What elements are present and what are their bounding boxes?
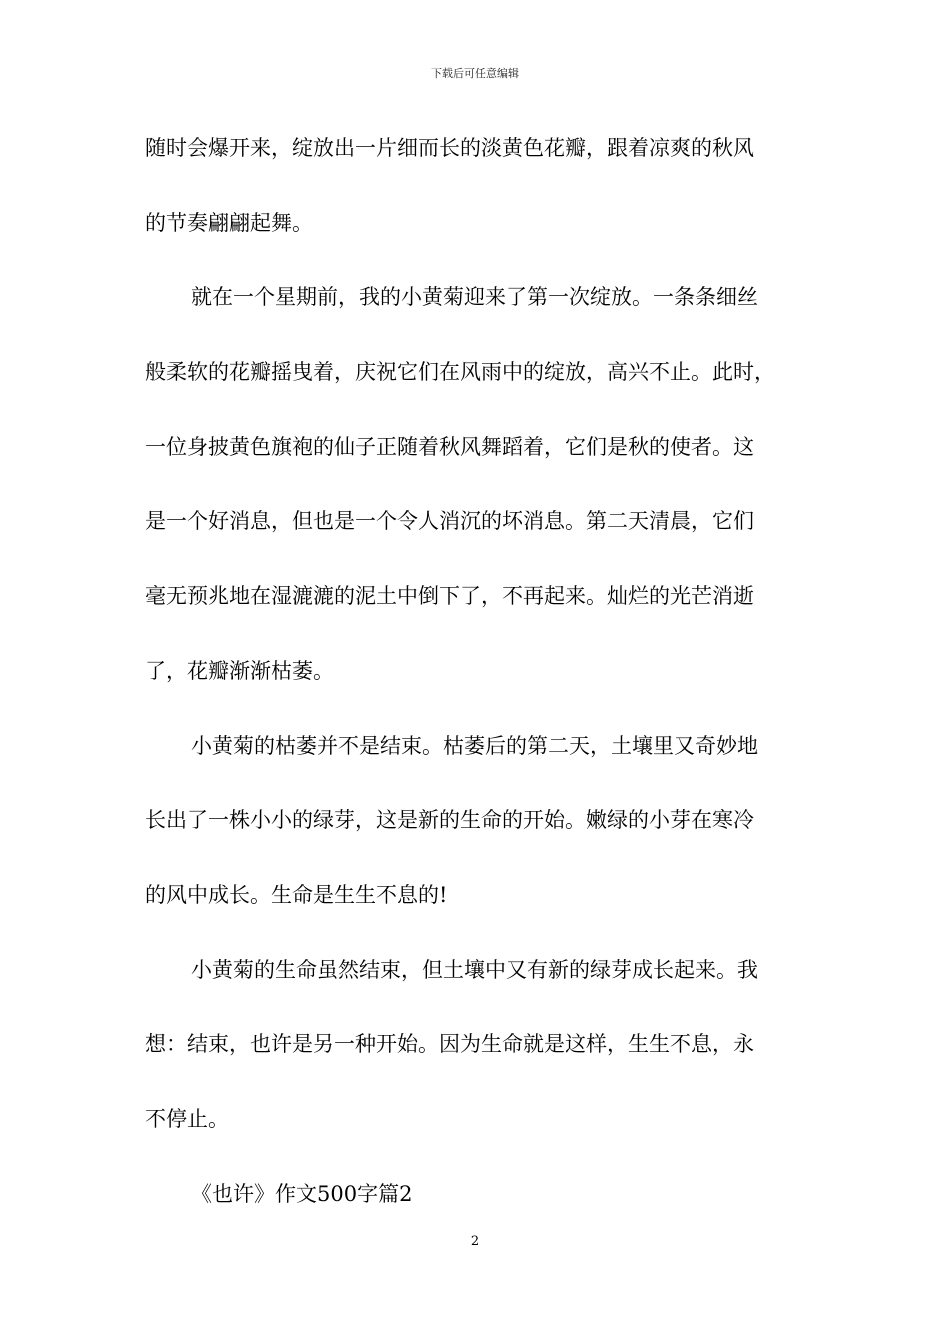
paragraph-start-line: 就在一个星期前，我的小黄菊迎来了第一次绽放。一条条细丝: [191, 285, 758, 310]
paragraph-start-line: 小黄菊的生命虽然结束，但土壤中又有新的绿芽成长起来。我: [191, 957, 758, 982]
text-line: 想：结束，也许是另一种开始。因为生命就是这样，生生不息，永: [145, 1032, 754, 1057]
text-line: 是一个好消息，但也是一个令人消沉的坏消息。第二天清晨，它们: [145, 509, 754, 534]
text-line: 般柔软的花瓣摇曳着，庆祝它们在风雨中的绽放，高兴不止。此时，: [145, 360, 775, 385]
text-line: 的节奏翩翩起舞。: [145, 210, 313, 235]
section-heading: 《也许》作文500字篇2: [191, 1181, 413, 1206]
text-line: 随时会爆开来，绽放出一片细而长的淡黄色花瓣，跟着凉爽的秋风: [145, 136, 754, 160]
text-line: 了，花瓣渐渐枯萎。: [145, 658, 334, 683]
text-line: 一位身披黄色旗袍的仙子正随着秋风舞蹈着，它们是秋的使者。这: [145, 434, 754, 459]
page-number: 2: [470, 1234, 480, 1249]
page-header: 下载后可任意编辑: [431, 67, 519, 80]
text-line: 的风中成长。生命是生生不息的!: [145, 882, 448, 907]
document-body: [145, 128, 809, 1248]
paragraph-start-line: 小黄菊的枯萎并不是结束。枯萎后的第二天，土壤里又奇妙地: [191, 733, 758, 758]
text-line: 长出了一株小小的绿芽，这是新的生命的开始。嫩绿的小芽在寒冷: [145, 808, 754, 833]
text-line: 毫无预兆地在湿漉漉的泥土中倒下了，不再起来。灿烂的光芒消逝: [145, 584, 754, 609]
text-line: 不停止。: [145, 1106, 229, 1131]
